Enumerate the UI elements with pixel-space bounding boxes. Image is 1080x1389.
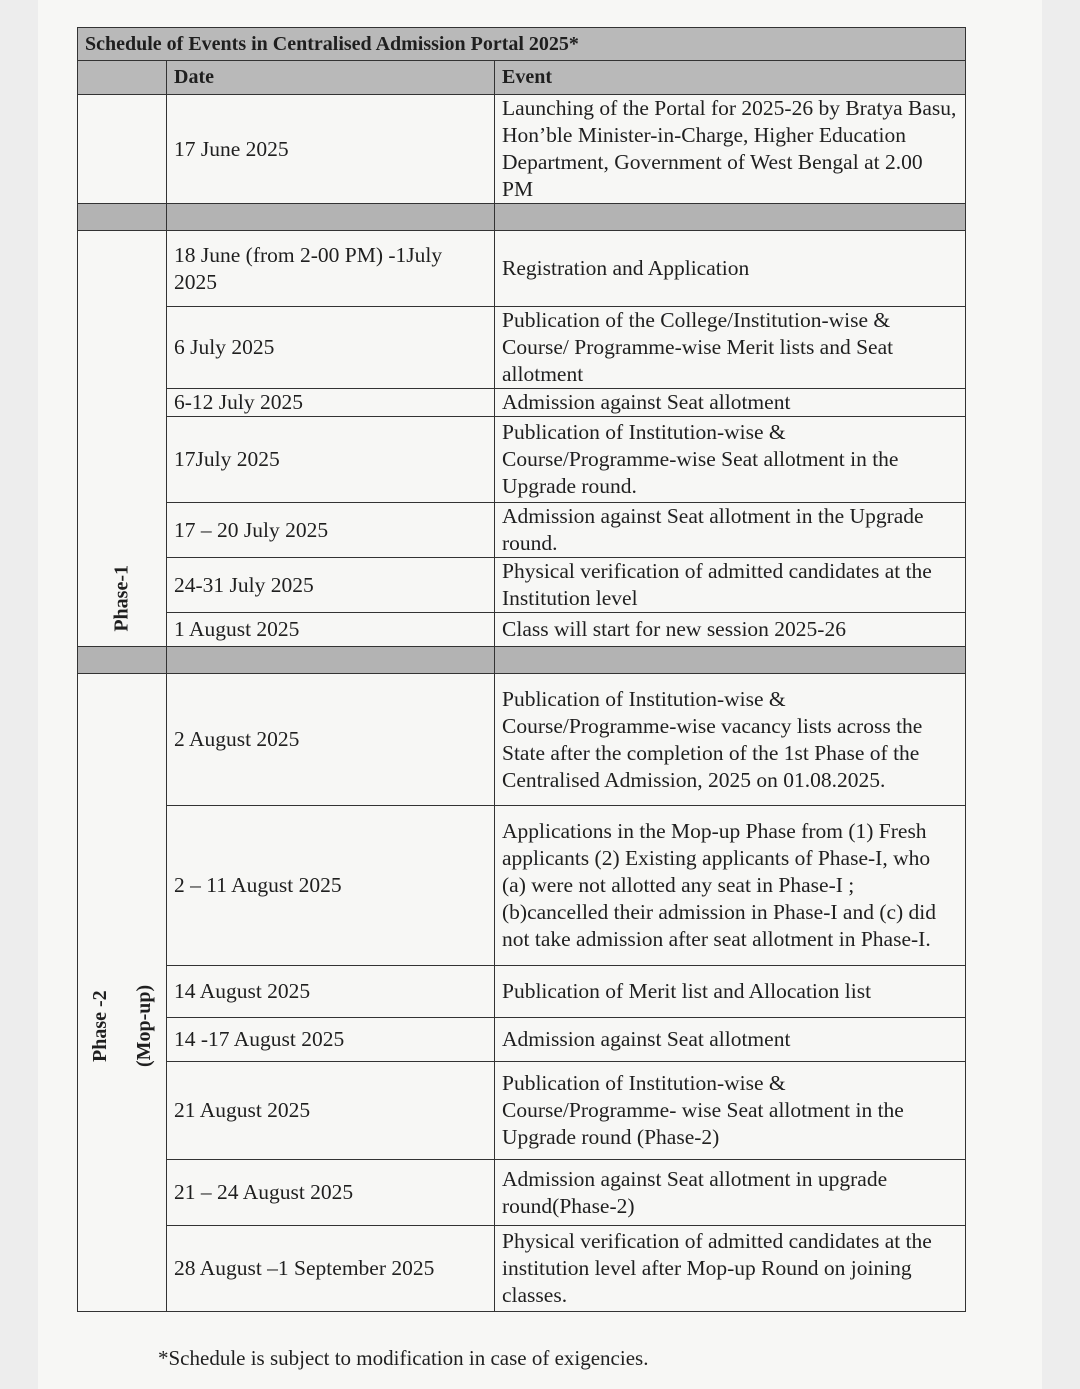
phase2-label: Phase -2 (Mop-up) bbox=[89, 984, 155, 1067]
table-row bbox=[78, 417, 966, 503]
row-date: 24-31 July 2025 bbox=[167, 558, 495, 613]
launch-event: Launching of the Portal for 2025-26 by Bratya Basu, Hon’ble Minister-in-Charge, Higher Education Department, Government of West Bengal at 2.00 PM bbox=[495, 95, 966, 204]
row-event: Applications in the Mop-up Phase from (1) Fresh applicants (2) Existing applicants of Phase-I, who (a) were not allotted any seat in Phase-I ; (b)cancelled their admission in Phase-I and (c) did not take admission after seat allotment in Phase-I. bbox=[495, 806, 966, 966]
row-date: 28 August –1 September 2025 bbox=[167, 1226, 495, 1312]
row-date: 17 – 20 July 2025 bbox=[167, 503, 495, 558]
row-date: 1 August 2025 bbox=[167, 613, 495, 647]
row-date: 2 August 2025 bbox=[167, 674, 495, 806]
header-blank bbox=[78, 61, 167, 95]
row-date: 2 – 11 August 2025 bbox=[167, 806, 495, 966]
row-event: Publication of Institution-wise & Course/Programme-wise Seat allotment in the Upgrade round. bbox=[495, 417, 966, 503]
launch-date: 17 June 2025 bbox=[167, 95, 495, 204]
row-event: Physical verification of admitted candidates at the Institution level bbox=[495, 558, 966, 613]
table-row bbox=[78, 1062, 966, 1160]
table-row bbox=[78, 1226, 966, 1312]
table-row bbox=[78, 389, 966, 417]
phase1-label-cell bbox=[78, 231, 167, 647]
table-row bbox=[78, 307, 966, 389]
row-event: Admission against Seat allotment in the Upgrade round. bbox=[495, 503, 966, 558]
table-row bbox=[78, 558, 966, 613]
band-cell bbox=[167, 647, 495, 674]
table-header-row bbox=[78, 61, 966, 95]
table-row bbox=[78, 503, 966, 558]
row-date: 14 -17 August 2025 bbox=[167, 1018, 495, 1062]
row-event: Admission against Seat allotment bbox=[495, 1018, 966, 1062]
row-event: Publication of Institution-wise & Course/Programme- wise Seat allotment in the Upgrade round (Phase-2) bbox=[495, 1062, 966, 1160]
band-cell bbox=[78, 204, 167, 231]
schedule-table bbox=[77, 27, 966, 1312]
table-title: Schedule of Events in Centralised Admission Portal 2025* bbox=[78, 28, 966, 61]
row-event: Publication of Merit list and Allocation list bbox=[495, 966, 966, 1018]
row-event: Publication of Institution-wise & Course/Programme-wise vacancy lists across the State after the completion of the 1st Phase of the Centralised Admission, 2025 on 01.08.2025. bbox=[495, 674, 966, 806]
table-row bbox=[78, 1160, 966, 1226]
table-row bbox=[78, 1018, 966, 1062]
row-date: 21 – 24 August 2025 bbox=[167, 1160, 495, 1226]
band-cell bbox=[167, 204, 495, 231]
header-event: Event bbox=[495, 61, 966, 95]
table-row bbox=[78, 231, 966, 307]
separator-band-2 bbox=[78, 647, 966, 674]
row-date: 6 July 2025 bbox=[167, 307, 495, 389]
phase1-label: Phase-1 bbox=[110, 565, 133, 632]
row-event: Publication of the College/Institution-wise & Course/ Programme-wise Merit lists and Seat allotment bbox=[495, 307, 966, 389]
footnote: *Schedule is subject to modification in case of exigencies. bbox=[158, 1346, 649, 1370]
table-title-row bbox=[78, 28, 966, 61]
header-date: Date bbox=[167, 61, 495, 95]
row-event: Admission against Seat allotment in upgrade round(Phase-2) bbox=[495, 1160, 966, 1226]
separator-band-1 bbox=[78, 204, 966, 231]
table-row bbox=[78, 966, 966, 1018]
launch-row bbox=[78, 95, 966, 204]
table-row bbox=[78, 674, 966, 806]
table-row bbox=[78, 806, 966, 966]
band-cell bbox=[495, 647, 966, 674]
phase2-label-cell bbox=[78, 674, 167, 1312]
row-date: 18 June (from 2-00 PM) -1July 2025 bbox=[167, 231, 495, 307]
row-event: Physical verification of admitted candidates at the institution level after Mop-up Round on joining classes. bbox=[495, 1226, 966, 1312]
launch-blank-cell bbox=[78, 95, 167, 204]
row-event: Registration and Application bbox=[495, 231, 966, 307]
table-row bbox=[78, 613, 966, 647]
row-event: Class will start for new session 2025-26 bbox=[495, 613, 966, 647]
row-date: 17July 2025 bbox=[167, 417, 495, 503]
row-date: 14 August 2025 bbox=[167, 966, 495, 1018]
row-event: Admission against Seat allotment bbox=[495, 389, 966, 417]
band-cell bbox=[495, 204, 966, 231]
band-cell bbox=[78, 647, 167, 674]
row-date: 21 August 2025 bbox=[167, 1062, 495, 1160]
row-date: 6-12 July 2025 bbox=[167, 389, 495, 417]
